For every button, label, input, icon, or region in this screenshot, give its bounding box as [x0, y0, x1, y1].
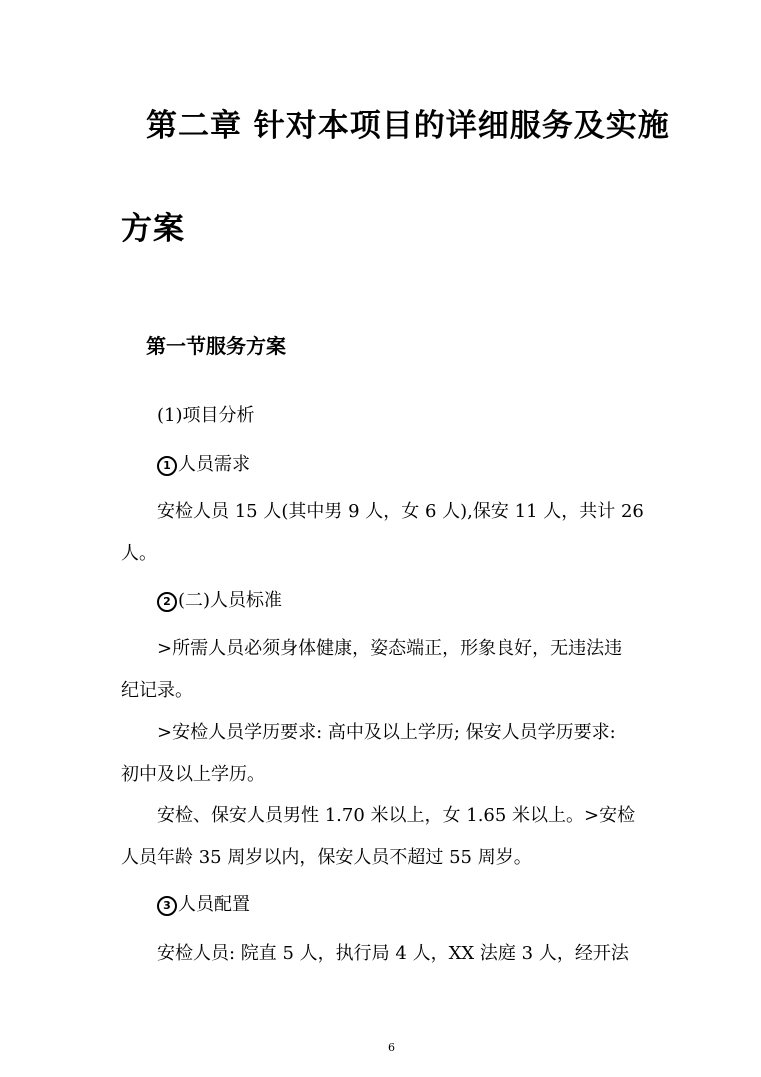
circled-number-3-icon: 3 [157, 896, 177, 916]
paragraph-demand-line-2: 人。 [121, 543, 157, 564]
circled-number-1-icon: 1 [157, 456, 177, 476]
chapter-title-line-2: 方案 [121, 211, 185, 247]
heading-text: 人员配置 [178, 894, 250, 915]
paragraph-education-line-1: >安检人员学历要求: 高中及以上学历; 保安人员学历要求: [157, 722, 616, 743]
paragraph-health-line-1: >所需人员必须身体健康，姿态端正，形象良好，无违法违 [157, 638, 623, 659]
paragraph-height-age-line-1: 安检、保安人员男性 1.70 米以上，女 1.65 米以上。>安检 [157, 805, 636, 826]
chapter-title-line-1: 第二章 针对本项目的详细服务及实施 [146, 108, 670, 144]
circled-number-2-icon: 2 [157, 592, 177, 612]
heading-personnel-demand [157, 450, 250, 476]
heading-personnel-allocation [157, 890, 250, 916]
paragraph-education-line-2: 初中及以上学历。 [121, 764, 265, 785]
heading-personnel-standard [157, 586, 282, 612]
paragraph-health-line-2: 纪记录。 [121, 680, 193, 701]
section-title: 第一节服务方案 [146, 334, 286, 358]
heading-text: (二)人员标准 [178, 590, 283, 611]
paragraph-height-age-line-2: 人员年龄 35 周岁以内，保安人员不超过 55 周岁。 [121, 847, 532, 868]
paragraph-project-analysis: (1)项目分析 [157, 405, 255, 426]
heading-text: 人员需求 [178, 454, 250, 475]
paragraph-allocation-line-1: 安检人员: 院直 5 人，执行局 4 人，XX 法庭 3 人，经开法 [157, 943, 629, 964]
page-number: 6 [388, 1041, 395, 1054]
paragraph-demand-line-1: 安检人员 15 人(其中男 9 人，女 6 人),保安 11 人，共计 26 [157, 501, 644, 522]
